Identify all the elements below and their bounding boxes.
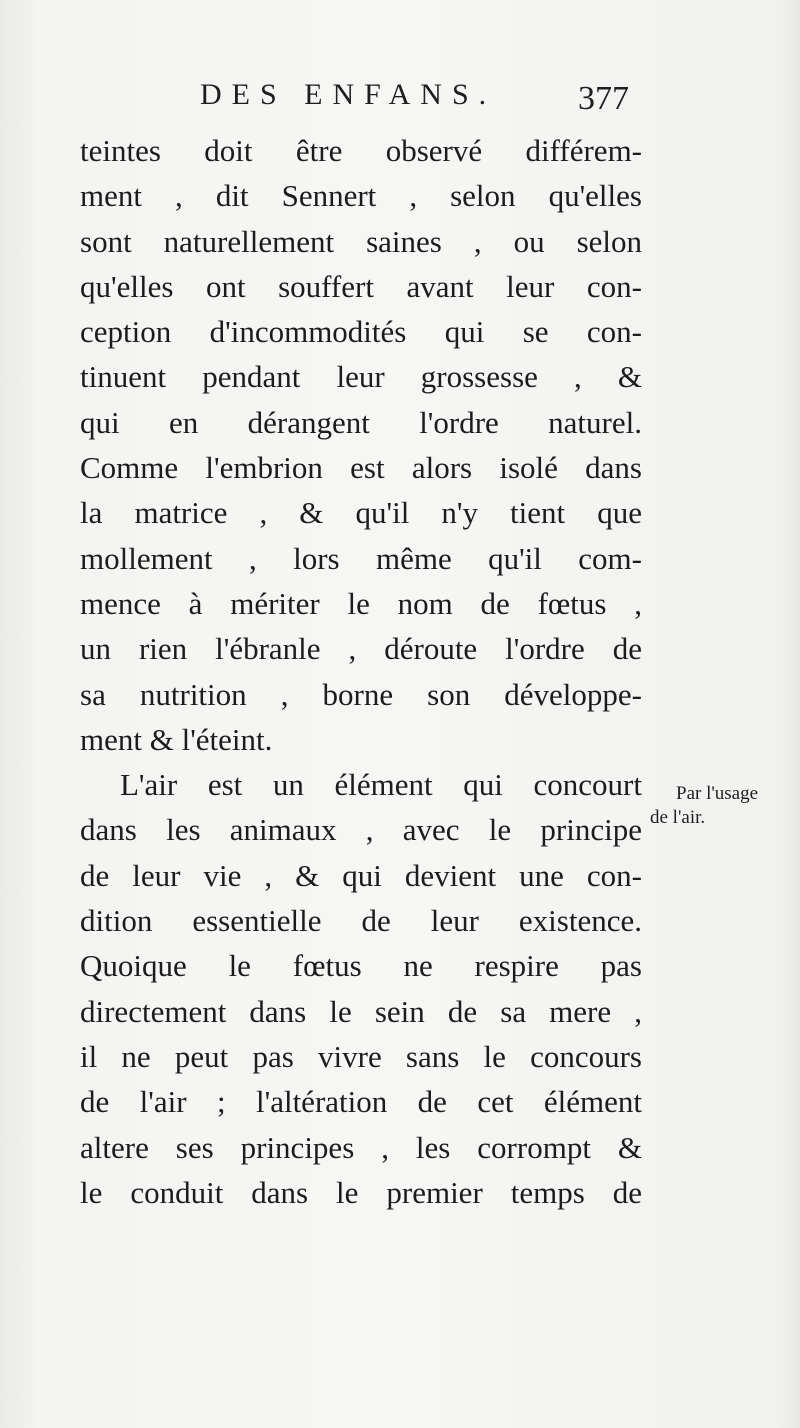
text-line: qui en dérangent l'ordre naturel. bbox=[80, 404, 642, 440]
text-line: qu'elles ont souffert avant leur con- bbox=[80, 268, 642, 304]
margin-note-line: de l'air. bbox=[650, 807, 706, 828]
text-line: Quoique le fœtus ne respire pas bbox=[80, 948, 642, 984]
text-line: la matrice , & qu'il n'y tient que bbox=[80, 495, 642, 531]
text-line: de l'air ; l'altération de cet élément bbox=[80, 1084, 642, 1120]
text-line: mollement , lors même qu'il com- bbox=[80, 540, 642, 576]
text-line: directement dans le sein de sa mere , bbox=[80, 993, 642, 1029]
text-line: il ne peut pas vivre sans le concours bbox=[80, 1038, 642, 1074]
text-line: mence à mériter le nom de fœtus , bbox=[80, 585, 642, 621]
text-line: de leur vie , & qui devient une con- bbox=[80, 857, 642, 893]
text-line: sa nutrition , borne son développe- bbox=[80, 676, 642, 712]
text-line: le conduit dans le premier temps de bbox=[80, 1174, 642, 1210]
paragraph-first-line: L'air est un élément qui concourt bbox=[120, 767, 642, 803]
text-line: ment , dit Sennert , selon qu'elles bbox=[80, 178, 642, 214]
text-line: altere ses principes , les corrompt & bbox=[80, 1129, 642, 1165]
text-line: tinuent pendant leur grossesse , & bbox=[80, 359, 642, 395]
body-text bbox=[80, 128, 642, 1215]
margin-note-line: Par l'usage bbox=[676, 783, 759, 804]
text-line: dition essentielle de leur existence. bbox=[80, 903, 642, 939]
margin-note bbox=[650, 782, 800, 830]
running-head: DES ENFANS. bbox=[200, 78, 497, 111]
text-line: sont naturellement saines , ou selon bbox=[80, 223, 642, 259]
text-line: teintes doit être observé différem- bbox=[80, 133, 642, 168]
page-number: 377 bbox=[578, 80, 629, 117]
text-line: ment & l'éteint. bbox=[80, 721, 273, 757]
text-line: un rien l'ébranle , déroute l'ordre de bbox=[80, 631, 642, 667]
text-line: dans les animaux , avec le principe bbox=[80, 812, 642, 848]
text-line: ception d'incommodités qui se con- bbox=[80, 314, 642, 350]
text-line: Comme l'embrion est alors isolé dans bbox=[80, 450, 642, 486]
